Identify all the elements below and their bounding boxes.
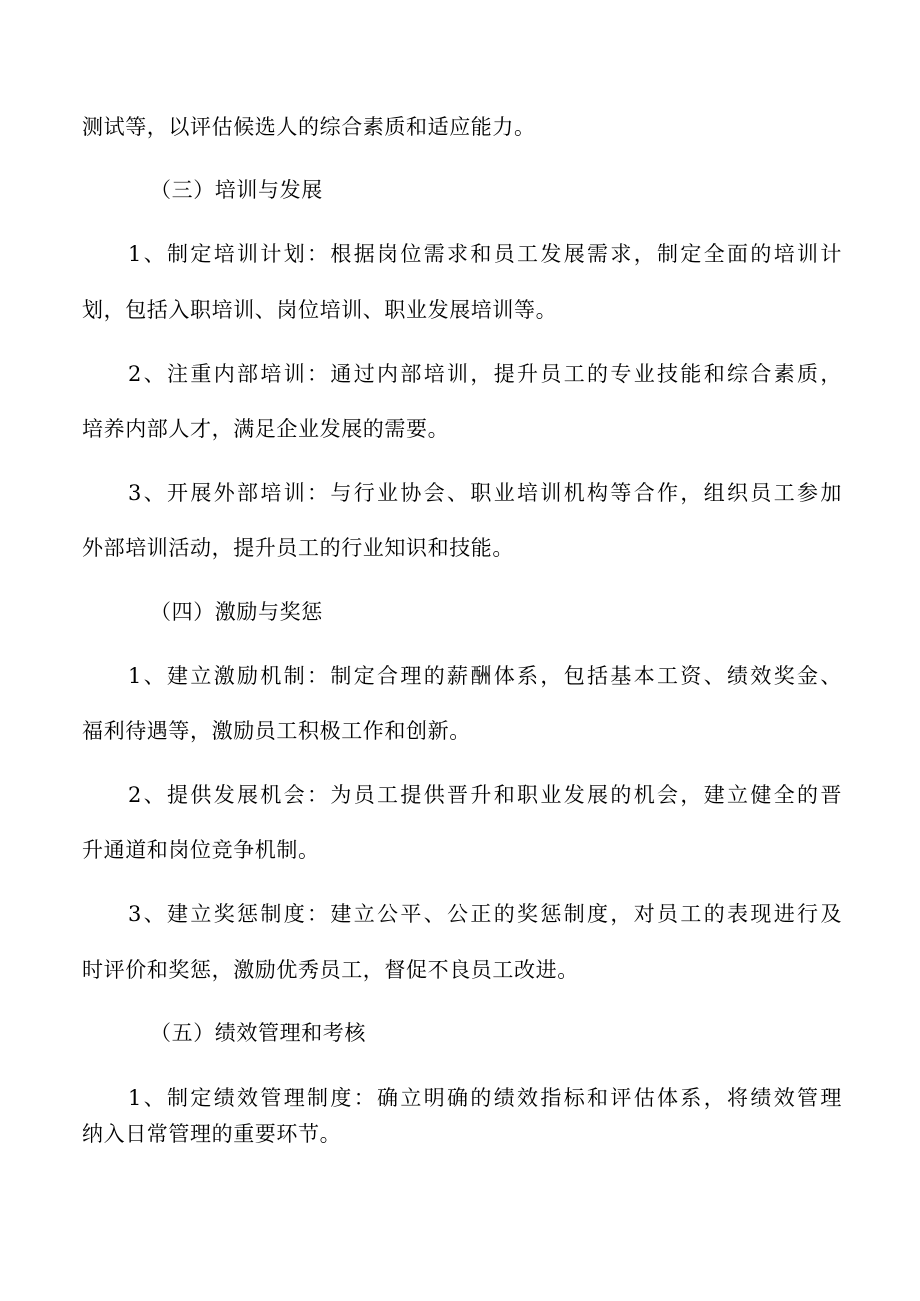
paragraph-incentive-mechanism-line-2: 福利待遇等，激励员工积极工作和创新。: [82, 719, 471, 743]
paragraph-external-training-line-1: 3、开展外部培训：与行业协会、职业培训机构等合作，组织员工参加: [128, 481, 842, 505]
paragraph-performance-system-line-2: 纳入日常管理的重要环节。: [82, 1122, 342, 1146]
paragraph-external-training-line-2: 外部培训活动，提升员工的行业知识和技能。: [82, 536, 514, 560]
paragraph-performance-system-line-1: 1、制定绩效管理制度：确立明确的绩效指标和评估体系，将绩效管理: [128, 1086, 842, 1110]
paragraph-internal-training-line-2: 培养内部人才，满足企业发展的需要。: [82, 417, 450, 441]
paragraph-training-plan-line-2: 划，包括入职培训、岗位培训、职业发展培训等。: [82, 298, 558, 322]
paragraph-incentive-mechanism-line-1: 1、建立激励机制：制定合理的薪酬体系，包括基本工资、绩效奖金、: [128, 664, 842, 688]
paragraph-reward-punishment-line-2: 时评价和奖惩，激励优秀员工，督促不良员工改进。: [82, 958, 579, 982]
paragraph-development-opportunities-line-1: 2、提供发展机会：为员工提供晋升和职业发展的机会，建立健全的晋: [128, 783, 842, 807]
section-heading-incentives: （四）激励与奖惩: [150, 600, 323, 624]
paragraph-development-opportunities-line-2: 升通道和岗位竞争机制。: [82, 838, 320, 862]
paragraph-reward-punishment-line-1: 3、建立奖惩制度：建立公平、公正的奖惩制度，对员工的表现进行及: [128, 902, 842, 926]
paragraph-internal-training-line-1: 2、注重内部培训：通过内部培训，提升员工的专业技能和综合素质，: [128, 362, 842, 386]
paragraph-continuation-line: 测试等，以评估候选人的综合素质和适应能力。: [82, 115, 536, 139]
section-heading-performance: （五）绩效管理和考核: [150, 1021, 366, 1045]
section-heading-training: （三）培训与发展: [150, 178, 323, 202]
paragraph-training-plan-line-1: 1、制定培训计划：根据岗位需求和员工发展需求，制定全面的培训计: [128, 242, 842, 266]
